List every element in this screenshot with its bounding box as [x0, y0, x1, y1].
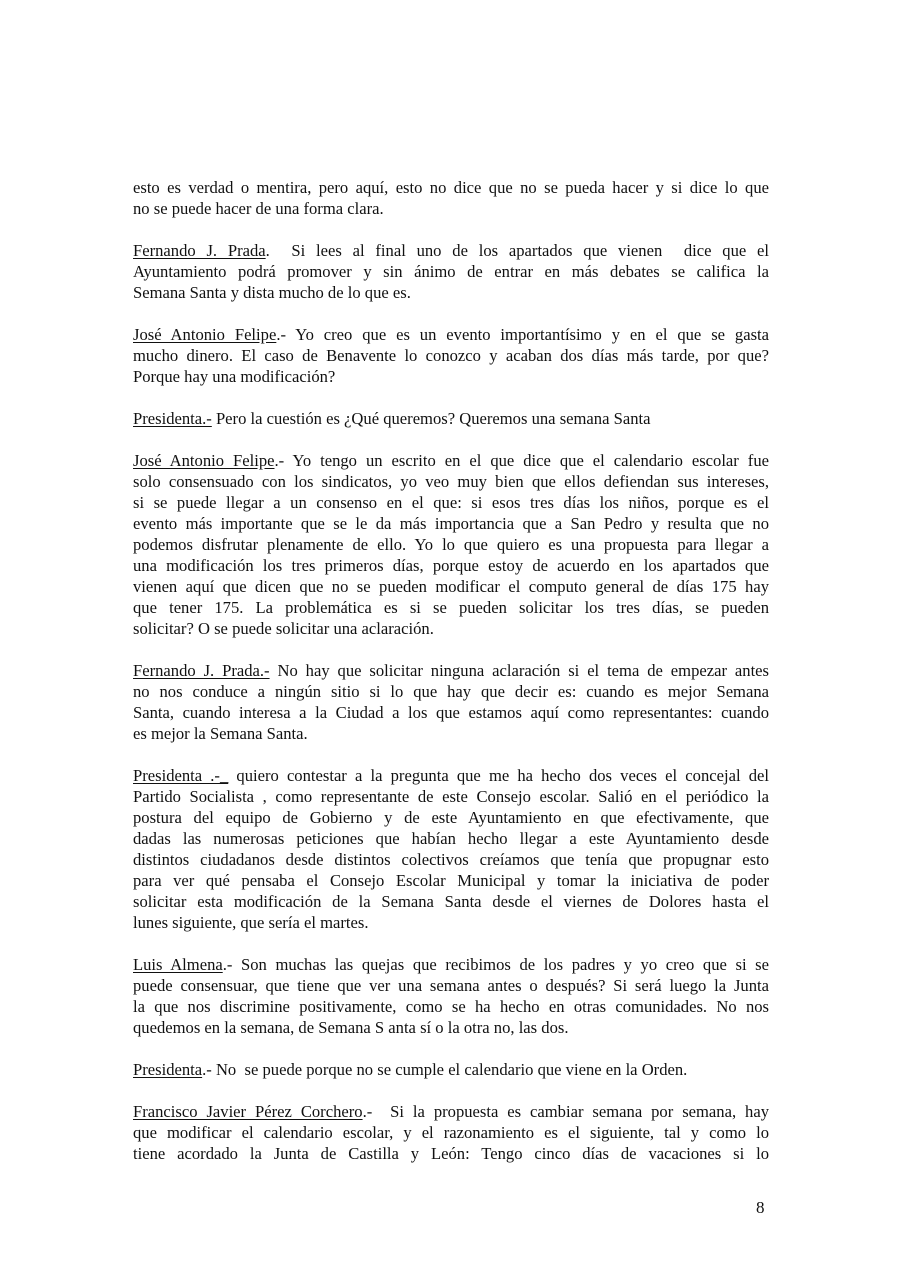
text-line: la que nos discrimine positivamente, como se ha hecho en otras comunidades. No nos [133, 997, 769, 1016]
text-line: puede consensuar, que tiene que ver una semana antes o después? Si será luego la Junta [133, 976, 769, 995]
speech-text: .- Si la propuesta es cambiar semana por semana, hay [362, 1102, 770, 1121]
speaker-name: Presidenta.- [133, 409, 212, 428]
speech-text: .- Yo tengo un escrito en el que dice que el calendario escolar fue [274, 451, 769, 470]
text-line [133, 765, 769, 786]
speech-text: No hay que solicitar ninguna aclaración si el tema de empezar antes [269, 661, 770, 680]
text-line: distintos ciudadanos desde distintos colectivos creíamos que tenía que propugnar esto [133, 850, 769, 869]
speech-text: .- No se puede porque no se cumple el calendario que viene en la Orden. [202, 1060, 688, 1079]
text-line: no nos conduce a ningún sitio si lo que hay que decir es: cuando es mejor Semana [133, 682, 769, 701]
text-line: Porque hay una modificación? [133, 367, 336, 386]
text-line: tiene acordado la Junta de Castilla y León: Tengo cinco días de vacaciones si lo [133, 1144, 769, 1163]
text-line: es mejor la Semana Santa. [133, 724, 308, 743]
speaker-name: Francisco Javier Pérez Corchero [133, 1102, 363, 1121]
speaker-name: José Antonio Felipe [133, 451, 275, 470]
paragraph [133, 240, 769, 303]
text-line: quedemos en la semana, de Semana S anta sí o la otra no, las dos. [133, 1018, 569, 1037]
text-line: vienen aquí que dicen que no se pueden modificar el computo general de días 175 hay [133, 577, 769, 596]
speech-text: Pero la cuestión es ¿Qué queremos? Queremos una semana Santa [211, 409, 651, 428]
speaker-name: Presidenta .-_ [133, 766, 229, 785]
text-line [133, 1101, 769, 1122]
speaker-name: José Antonio Felipe [133, 325, 277, 344]
paragraph [133, 1059, 769, 1080]
speech-text: .- Yo creo que es un evento importantísimo y en el que se gasta [276, 325, 770, 344]
text-line: evento más importante que se le da más importancia que a San Pedro y resulta que no [133, 514, 769, 533]
text-line: podemos disfrutar plenamente de ello. Yo lo que quiero es una propuesta para llegar a [133, 535, 769, 554]
text-line [133, 954, 769, 975]
text-line: dadas las numerosas peticiones que habían hecho llegar a este Ayuntamiento desde [133, 829, 769, 848]
speaker-name: Fernando J. Prada [133, 241, 266, 260]
text-line: solicitar? O se puede solicitar una aclaración. [133, 619, 434, 638]
document-body [133, 177, 769, 1185]
text-line [133, 408, 769, 429]
page-number: 8 [756, 1198, 765, 1217]
text-line: Partido Socialista , como representante de este Consejo escolar. Salió en el periódico la [133, 787, 769, 806]
text-line: Santa, cuando interesa a la Ciudad a los que estamos aquí como representantes: cuando [133, 703, 769, 722]
speech-text: . Si lees al final uno de los apartados que vienen dice que el [265, 241, 770, 260]
paragraph [133, 177, 769, 219]
text-line: no se puede hacer de una forma clara. [133, 199, 384, 218]
paragraph [133, 450, 769, 639]
text-line: Ayuntamiento podrá promover y sin ánimo de entrar en más debates se califica la [133, 262, 769, 281]
paragraph [133, 660, 769, 744]
text-line [133, 450, 769, 471]
text-line: que modificar el calendario escolar, y el razonamiento es el siguiente, tal y como lo [133, 1123, 769, 1142]
text-line: que tener 175. La problemática es si se pueden solicitar los tres días, se pueden [133, 598, 769, 617]
text-line [133, 1059, 769, 1080]
speaker-name: Fernando J. Prada.- [133, 661, 270, 680]
text-line: mucho dinero. El caso de Benavente lo conozco y acaban dos días más tarde, por que? [133, 346, 769, 365]
text-line: si se puede llegar a un consenso en el que: si esos tres días los niños, porque es el [133, 493, 769, 512]
speaker-name: Luis Almena [133, 955, 223, 974]
speech-text: .- Son muchas las quejas que recibimos de los padres y yo creo que si se [222, 955, 769, 974]
text-line: para ver qué pensaba el Consejo Escolar Municipal y tomar la iniciativa de poder [133, 871, 769, 890]
text-line: lunes siguiente, que sería el martes. [133, 913, 369, 932]
text-line: una modificación los tres primeros días, porque estoy de acuerdo en los apartados que [133, 556, 769, 575]
text-line: solicitar esta modificación de la Semana Santa desde el viernes de Dolores hasta el [133, 892, 769, 911]
text-line [133, 660, 769, 681]
paragraph [133, 408, 769, 429]
text-line: Semana Santa y dista mucho de lo que es. [133, 283, 411, 302]
text-line: esto es verdad o mentira, pero aquí, esto no dice que no se pueda hacer y si dice lo que [133, 178, 769, 197]
text-line [133, 324, 769, 345]
paragraph [133, 1101, 769, 1164]
text-line: solo consensuado con los sindicatos, yo veo muy bien que ellos defiendan sus intereses, [133, 472, 769, 491]
text-line: postura del equipo de Gobierno y de este Ayuntamiento en que efectivamente, que [133, 808, 769, 827]
paragraph [133, 765, 769, 933]
paragraph [133, 324, 769, 387]
paragraph [133, 954, 769, 1038]
speaker-name: Presidenta [133, 1060, 203, 1079]
speech-text: quiero contestar a la pregunta que me ha hecho dos veces el concejal del [228, 766, 769, 785]
text-line [133, 240, 769, 261]
